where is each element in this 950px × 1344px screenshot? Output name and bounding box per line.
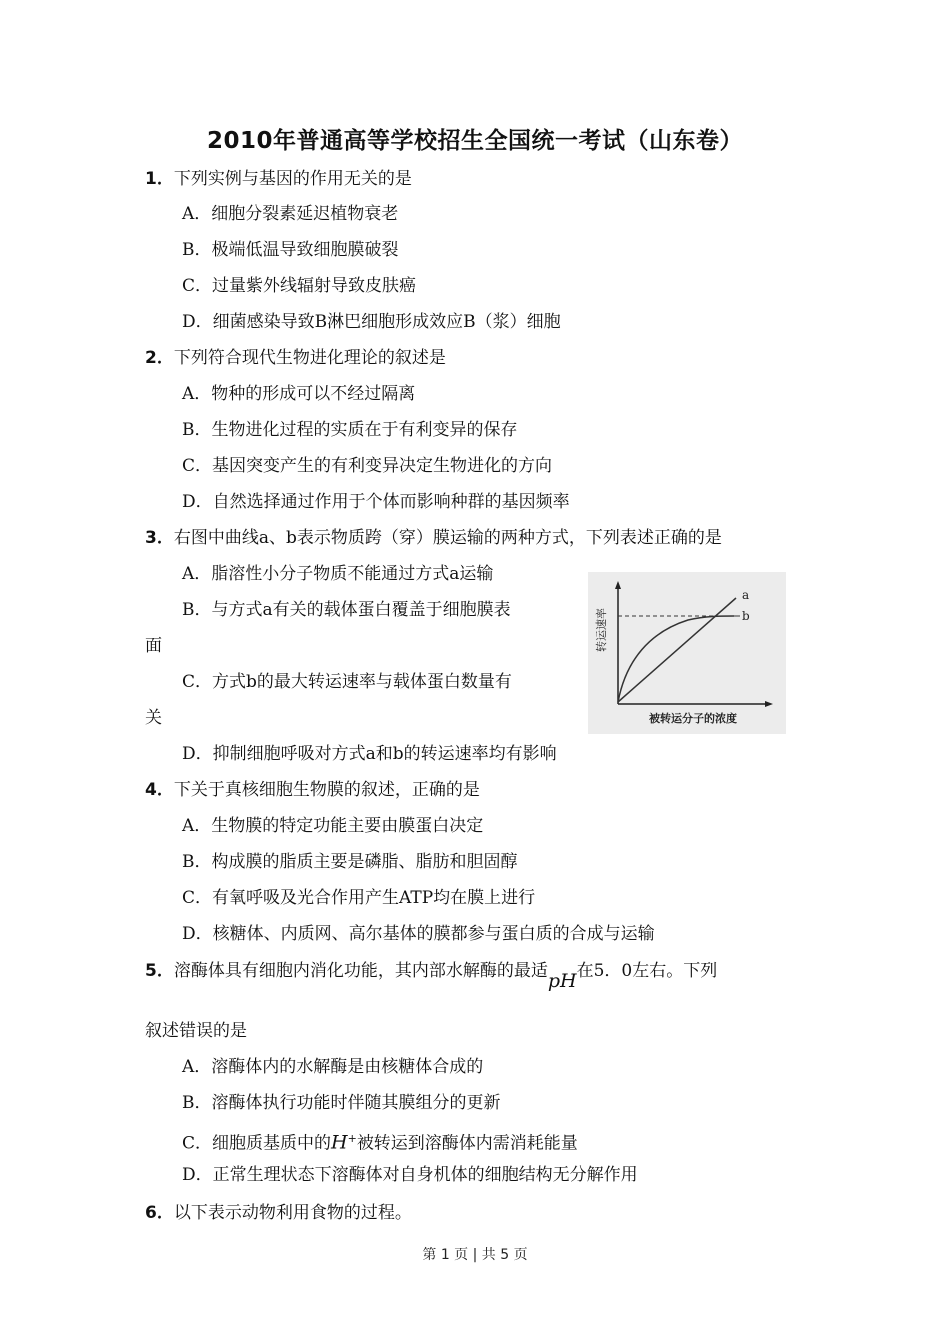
q5-option-c — [182, 1128, 578, 1155]
question-1-stem — [145, 168, 412, 190]
question-number: 1． — [145, 169, 174, 189]
y-axis-label: 转运速率 — [595, 608, 608, 652]
q4-option-d: D．核糖体、内质网、高尔基体的膜都参与蛋白质的合成与运输 — [182, 924, 655, 944]
question-text: 溶酶体具有细胞内消化功能，其内部水解酶的最适 — [173, 961, 548, 981]
q2-option-a: A．物种的形成可以不经过隔离 — [182, 384, 416, 404]
q4-option-a: A．生物膜的特定功能主要由膜蛋白决定 — [182, 816, 484, 836]
q2-option-d: D．自然选择通过作用于个体而影响种群的基因频率 — [182, 492, 570, 512]
q5-stem-continued: 叙述错误的是 — [145, 1021, 247, 1041]
q3-option-b: B．与方式a有关的载体蛋白覆盖于细胞膜表 — [182, 600, 511, 620]
transport-rate-figure — [588, 572, 786, 734]
q3-option-b-continued: 面 — [145, 636, 162, 656]
question-text: 下列实例与基因的作用无关的是 — [173, 169, 412, 189]
option-text: C．细胞质基质中的 — [182, 1133, 332, 1154]
q3-option-c: C．方式b的最大转运速率与载体蛋白数量有 — [182, 672, 512, 692]
transport-rate-graph — [588, 572, 786, 734]
ph-symbol: pH — [547, 970, 577, 992]
question-number: 4． — [145, 780, 174, 800]
question-text: 下关于真核细胞生物膜的叙述，正确的是 — [173, 780, 480, 800]
question-4-stem — [145, 779, 480, 801]
question-text: 以下表示动物利用食物的过程。 — [173, 1203, 412, 1223]
question-number: 6． — [145, 1203, 174, 1223]
curve-b — [618, 616, 734, 702]
q5-option-b: B．溶酶体执行功能时伴随其膜组分的更新 — [182, 1093, 501, 1113]
question-number: 5． — [145, 961, 174, 981]
question-text-continued: 在5．0左右。下列 — [576, 961, 718, 981]
question-text: 右图中曲线a、b表示物质跨（穿）膜运输的两种方式，下列表述正确的是 — [173, 528, 722, 548]
q3-option-d: D．抑制细胞呼吸对方式a和b的转运速率均有影响 — [182, 744, 557, 764]
q4-option-c: C．有氧呼吸及光合作用产生ATP均在膜上进行 — [182, 888, 536, 908]
question-3-stem — [145, 527, 722, 549]
q2-option-c: C．基因突变产生的有利变异决定生物进化的方向 — [182, 456, 553, 476]
curve-b-label: b — [742, 609, 750, 623]
q1-option-a: A．细胞分裂素延迟植物衰老 — [182, 204, 399, 224]
q3-option-c-continued: 关 — [145, 708, 162, 728]
q1-option-d: D．细菌感染导致B淋巴细胞形成效应B（浆）细胞 — [182, 312, 561, 332]
question-6-stem — [145, 1202, 412, 1224]
page-title: 2010年普通高等学校招生全国统一考试（山东卷） — [206, 128, 743, 154]
ion-charge: + — [347, 1132, 357, 1145]
curve-a — [618, 598, 736, 702]
q2-option-b: B．生物进化过程的实质在于有利变异的保存 — [182, 420, 518, 440]
q1-option-b: B．极端低温导致细胞膜破裂 — [182, 240, 399, 260]
option-text-continued: 被转运到溶酶体内需消耗能量 — [356, 1133, 578, 1154]
question-text: 下列符合现代生物进化理论的叙述是 — [173, 348, 446, 368]
curve-a-label: a — [742, 588, 750, 602]
q1-option-c: C．过量紫外线辐射导致皮肤癌 — [182, 276, 417, 296]
q5-option-d: D．正常生理状态下溶酶体对自身机体的细胞结构无分解作用 — [182, 1165, 638, 1185]
x-axis-arrow-icon — [765, 701, 773, 707]
question-number: 3． — [145, 528, 174, 548]
hydrogen-ion-symbol: H — [331, 1131, 348, 1154]
question-5-stem — [145, 959, 718, 992]
question-2-stem — [145, 347, 446, 369]
q3-option-a: A．脂溶性小分子物质不能通过方式a运输 — [182, 564, 494, 584]
question-number: 2． — [145, 348, 174, 368]
x-axis-label: 被转运分子的浓度 — [649, 712, 737, 725]
y-axis-arrow-icon — [615, 581, 621, 589]
q4-option-b: B．构成膜的脂质主要是磷脂、脂肪和胆固醇 — [182, 852, 518, 872]
q5-option-a: A．溶酶体内的水解酶是由核糖体合成的 — [182, 1057, 484, 1077]
page-footer: 第 1 页 | 共 5 页 — [422, 1247, 528, 1263]
